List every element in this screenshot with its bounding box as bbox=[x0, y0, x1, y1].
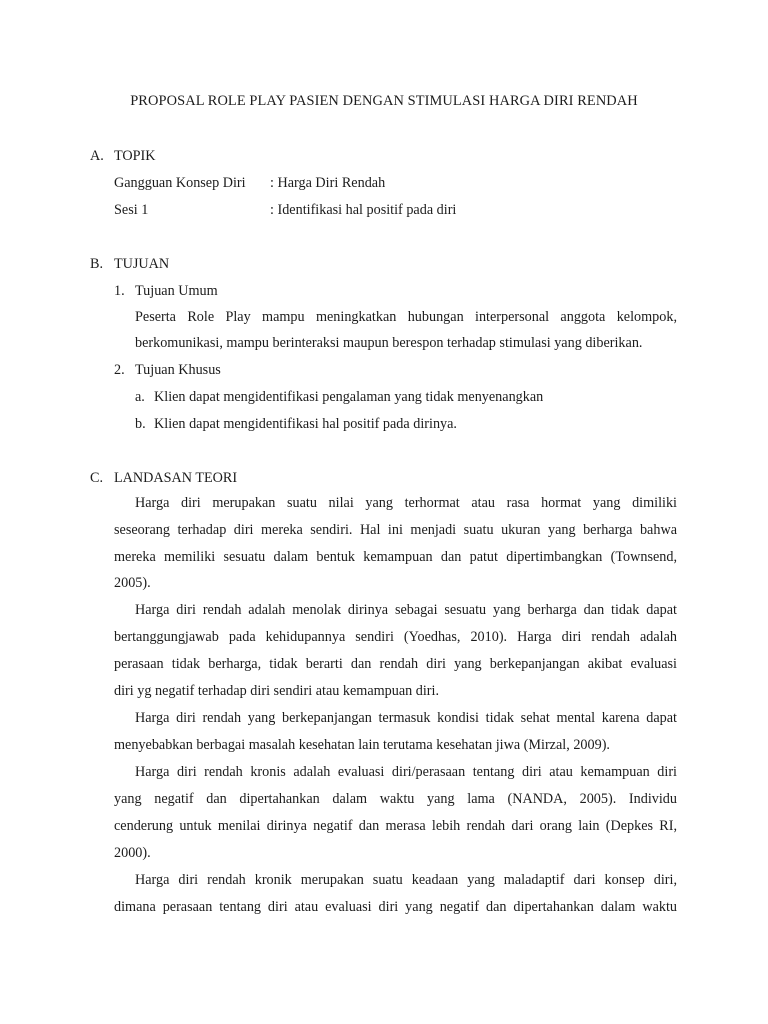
paragraph-line: menyebabkan berbagai masalah kesehatan lain terutama kesehatan jiwa (Mirzal, 2009). bbox=[114, 737, 610, 753]
topic-label-1: Gangguan Konsep Diri bbox=[114, 175, 246, 191]
sub-item-b-letter: b. bbox=[135, 416, 146, 432]
document-title: PROPOSAL ROLE PLAY PASIEN DENGAN STIMULASI HARGA DIRI RENDAH bbox=[130, 93, 638, 109]
sub-item-b-text: Klien dapat mengidentifikasi hal positif pada dirinya. bbox=[154, 416, 457, 432]
paragraph-line: dimana perasaan tentang diri atau evaluasi diri yang negatif dan dipertahankan dalam waktu bbox=[114, 899, 677, 915]
topic-value-1: : Harga Diri Rendah bbox=[270, 175, 386, 191]
paragraph-line: Harga diri rendah kronik merupakan suatu keadaan yang maladaptif dari konsep diri, bbox=[135, 872, 677, 888]
paragraph-line: Harga diri merupakan suatu nilai yang terhormat atau rasa hormat yang dimiliki bbox=[135, 495, 677, 511]
paragraph-line: Harga diri rendah adalah menolak dirinya sebagai sesuatu yang berharga dan tidak dapat bbox=[135, 602, 677, 618]
list-number-2: 2. bbox=[114, 362, 125, 378]
paragraph-line: diri yg negatif terhadap diri sendiri atau kemampuan diri. bbox=[114, 683, 440, 699]
section-a-letter: A. bbox=[90, 148, 104, 164]
section-c-heading: LANDASAN TEORI bbox=[114, 470, 238, 486]
paragraph-line: cenderung untuk menilai dirinya negatif dan merasa lebih rendah dari orang lain (Depkes RI, bbox=[114, 818, 677, 834]
section-b-heading: TUJUAN bbox=[114, 256, 170, 272]
paragraph-line: yang negatif dan dipertahankan dalam waktu yang lama (NANDA, 2005). Individu bbox=[114, 791, 677, 807]
paragraph-line: mereka memiliki sesuatu dalam bentuk kemampuan dan patut dipertimbangkan (Townsend, bbox=[114, 549, 677, 565]
sub-item-a-text: Klien dapat mengidentifikasi pengalaman yang tidak menyenangkan bbox=[154, 389, 544, 405]
sub-item-a-letter: a. bbox=[135, 389, 145, 405]
tujuan-umum-text-line: Peserta Role Play mampu meningkatkan hubungan interpersonal anggota kelompok, bbox=[135, 309, 677, 325]
section-b-letter: B. bbox=[90, 256, 104, 272]
paragraph-line: bertanggungjawab pada kehidupannya sendiri (Yoedhas, 2010). Harga diri rendah adalah bbox=[114, 629, 677, 645]
tujuan-umum-text-line: berkomunikasi, mampu berinteraksi maupun berespon terhadap stimulasi yang diberikan. bbox=[135, 335, 643, 351]
paragraph-line: Harga diri rendah yang berkepanjangan termasuk kondisi tidak sehat mental karena dapat bbox=[135, 710, 677, 726]
section-a-heading: TOPIK bbox=[114, 148, 156, 164]
paragraph-line: 2000). bbox=[114, 845, 151, 861]
list-number-1: 1. bbox=[114, 283, 125, 299]
topic-label-2: Sesi 1 bbox=[114, 202, 149, 218]
paragraph-line: perasaan tidak berharga, tidak berarti dan rendah diri yang berkepanjangan akibat evaluasi bbox=[114, 656, 677, 672]
paragraph-line: 2005). bbox=[114, 575, 151, 591]
tujuan-khusus-label: Tujuan Khusus bbox=[135, 362, 221, 378]
paragraph-line: Harga diri rendah kronis adalah evaluasi diri/perasaan tentang diri atau kemampuan diri bbox=[135, 764, 677, 780]
section-c-letter: C. bbox=[90, 470, 104, 486]
tujuan-umum-label: Tujuan Umum bbox=[135, 283, 218, 299]
paragraph-line: seseorang terhadap diri mereka sendiri. Hal ini menjadi suatu ukuran yang berharga bahwa bbox=[114, 522, 677, 538]
topic-value-2: : Identifikasi hal positif pada diri bbox=[270, 202, 457, 218]
